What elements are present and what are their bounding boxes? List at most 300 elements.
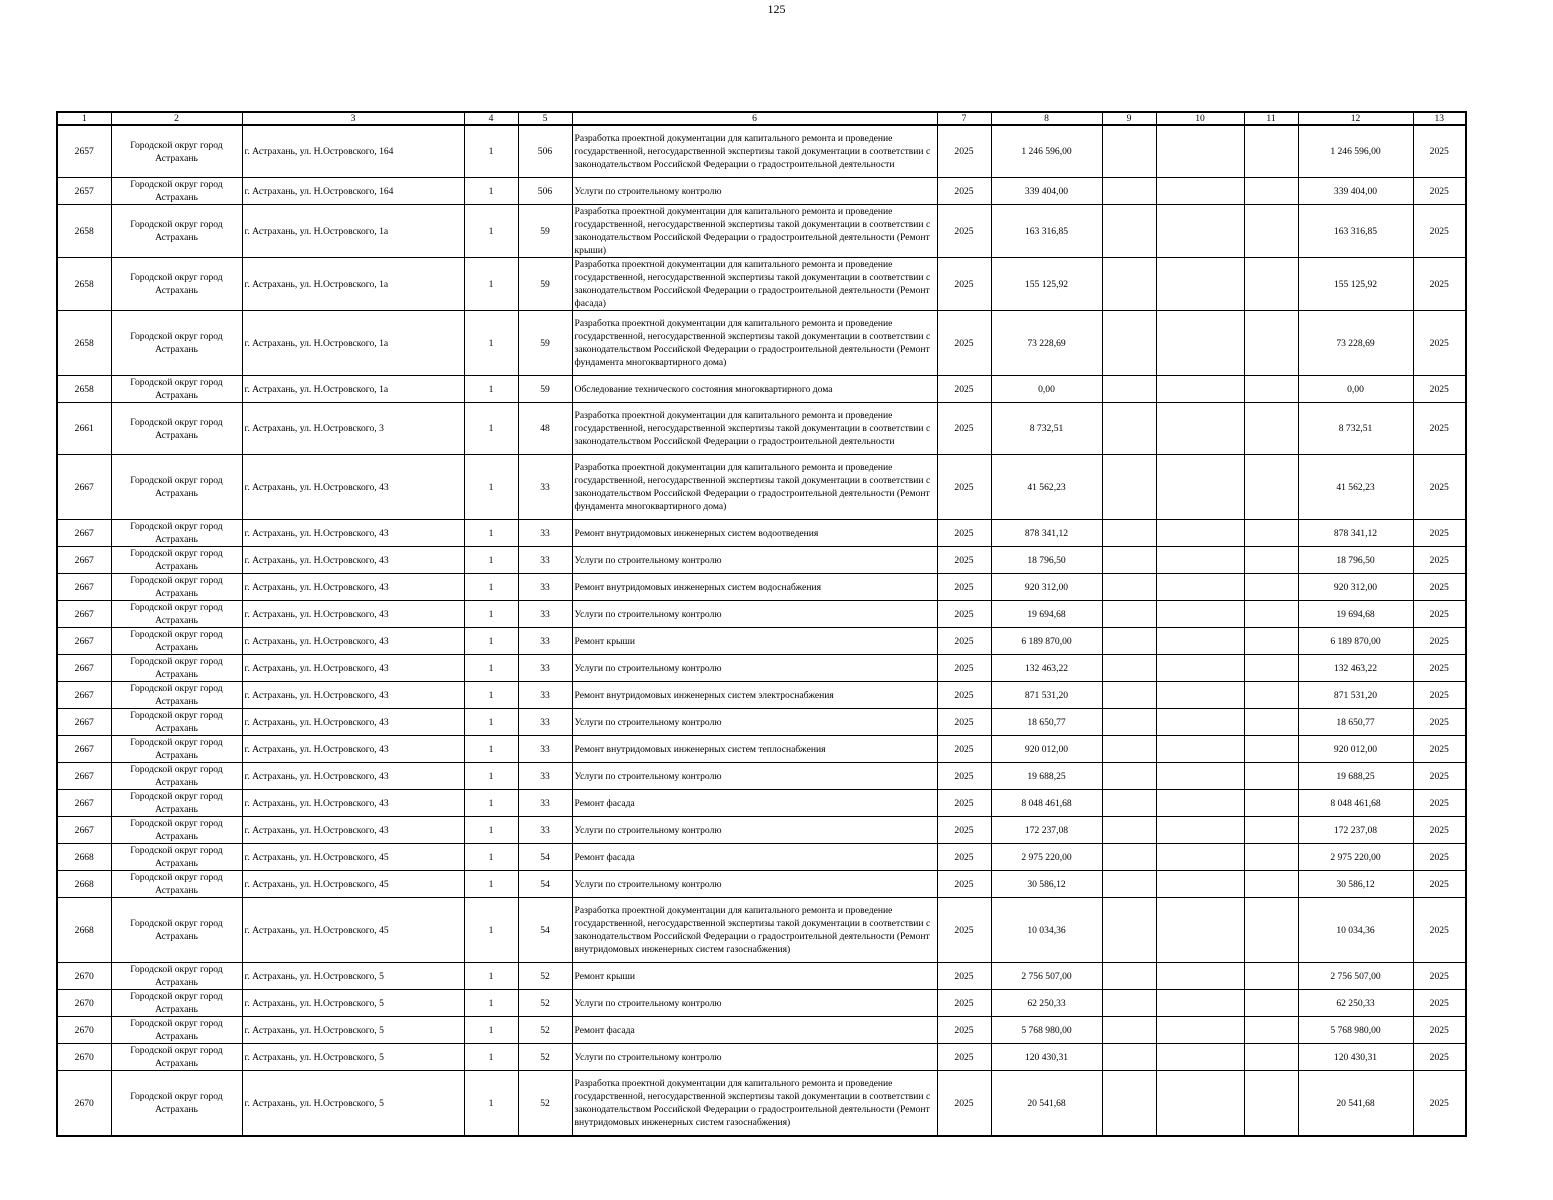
address: г. Астрахань, ул. Н.Островского, 5: [242, 990, 464, 1017]
address: г. Астрахань, ул. Н.Островского, 43: [242, 763, 464, 790]
completion-year: 2025: [1413, 311, 1466, 376]
col-5-value: 52: [518, 990, 572, 1017]
municipality: Городской округ город Астрахань: [111, 403, 242, 455]
column-header: 11: [1244, 112, 1298, 125]
col-10-value: [1156, 963, 1244, 990]
col-10-value: [1156, 844, 1244, 871]
col-11-value: [1244, 844, 1298, 871]
col-11-value: [1244, 709, 1298, 736]
col-9-value: [1102, 709, 1156, 736]
col-11-value: [1244, 655, 1298, 682]
amount: 73 228,69: [991, 311, 1102, 376]
address: г. Астрахань, ул. Н.Островского, 43: [242, 520, 464, 547]
table-row: [57, 1017, 1466, 1044]
address: г. Астрахань, ул. Н.Островского, 43: [242, 655, 464, 682]
amount: 18 796,50: [991, 547, 1102, 574]
col-11-value: [1244, 178, 1298, 205]
completion-year: 2025: [1413, 655, 1466, 682]
completion-year: 2025: [1413, 601, 1466, 628]
total-amount: 2 756 507,00: [1298, 963, 1413, 990]
completion-year: 2025: [1413, 205, 1466, 258]
col-10-value: [1156, 790, 1244, 817]
column-header: 3: [242, 112, 464, 125]
year: 2025: [937, 1044, 991, 1071]
completion-year: 2025: [1413, 990, 1466, 1017]
col-10-value: [1156, 1071, 1244, 1137]
municipality: Городской округ город Астрахань: [111, 178, 242, 205]
address: г. Астрахань, ул. Н.Островского, 43: [242, 574, 464, 601]
total-amount: 73 228,69: [1298, 311, 1413, 376]
table-row: [57, 990, 1466, 1017]
col-9-value: [1102, 125, 1156, 178]
completion-year: 2025: [1413, 763, 1466, 790]
amount: 62 250,33: [991, 990, 1102, 1017]
row-id: 2658: [57, 376, 111, 403]
completion-year: 2025: [1413, 898, 1466, 963]
municipality: Городской округ город Астрахань: [111, 763, 242, 790]
municipality: Городской округ город Астрахань: [111, 125, 242, 178]
year: 2025: [937, 125, 991, 178]
row-id: 2657: [57, 125, 111, 178]
row-id: 2670: [57, 990, 111, 1017]
col-10-value: [1156, 403, 1244, 455]
address: г. Астрахань, ул. Н.Островского, 45: [242, 898, 464, 963]
col-10-value: [1156, 736, 1244, 763]
row-id: 2667: [57, 628, 111, 655]
col-10-value: [1156, 574, 1244, 601]
municipality: Городской округ город Астрахань: [111, 963, 242, 990]
address: г. Астрахань, ул. Н.Островского, 1а: [242, 258, 464, 311]
year: 2025: [937, 1071, 991, 1137]
table-row: [57, 547, 1466, 574]
total-amount: 8 048 461,68: [1298, 790, 1413, 817]
row-id: 2667: [57, 574, 111, 601]
col-4-value: 1: [464, 311, 518, 376]
col-11-value: [1244, 601, 1298, 628]
total-amount: 120 430,31: [1298, 1044, 1413, 1071]
col-9-value: [1102, 682, 1156, 709]
col-9-value: [1102, 990, 1156, 1017]
municipality: Городской округ город Астрахань: [111, 455, 242, 520]
col-4-value: 1: [464, 963, 518, 990]
col-11-value: [1244, 547, 1298, 574]
col-9-value: [1102, 178, 1156, 205]
work-description: Услуги по строительному контролю: [572, 817, 937, 844]
address: г. Астрахань, ул. Н.Островского, 43: [242, 455, 464, 520]
year: 2025: [937, 455, 991, 520]
total-amount: 62 250,33: [1298, 990, 1413, 1017]
year: 2025: [937, 628, 991, 655]
column-header: 12: [1298, 112, 1413, 125]
col-11-value: [1244, 628, 1298, 655]
table-row: [57, 403, 1466, 455]
row-id: 2667: [57, 547, 111, 574]
col-5-value: 54: [518, 898, 572, 963]
col-5-value: 506: [518, 125, 572, 178]
amount: 18 650,77: [991, 709, 1102, 736]
col-4-value: 1: [464, 601, 518, 628]
col-4-value: 1: [464, 628, 518, 655]
column-header: 9: [1102, 112, 1156, 125]
column-header: 7: [937, 112, 991, 125]
municipality: Городской округ город Астрахань: [111, 871, 242, 898]
col-5-value: 33: [518, 655, 572, 682]
col-10-value: [1156, 178, 1244, 205]
col-4-value: 1: [464, 125, 518, 178]
work-description: Ремонт фасада: [572, 1017, 937, 1044]
municipality: Городской округ город Астрахань: [111, 682, 242, 709]
col-11-value: [1244, 125, 1298, 178]
work-description: Ремонт внутридомовых инженерных систем электроснабжения: [572, 682, 937, 709]
year: 2025: [937, 205, 991, 258]
total-amount: 920 312,00: [1298, 574, 1413, 601]
completion-year: 2025: [1413, 682, 1466, 709]
amount: 8 732,51: [991, 403, 1102, 455]
work-description: Услуги по строительному контролю: [572, 601, 937, 628]
year: 2025: [937, 1017, 991, 1044]
municipality: Городской округ город Астрахань: [111, 628, 242, 655]
row-id: 2661: [57, 403, 111, 455]
col-4-value: 1: [464, 682, 518, 709]
total-amount: 10 034,36: [1298, 898, 1413, 963]
col-10-value: [1156, 817, 1244, 844]
col-9-value: [1102, 817, 1156, 844]
col-9-value: [1102, 258, 1156, 311]
col-5-value: 33: [518, 547, 572, 574]
capital-repair-table: [56, 111, 1467, 1137]
table-row: [57, 574, 1466, 601]
amount: 8 048 461,68: [991, 790, 1102, 817]
amount: 132 463,22: [991, 655, 1102, 682]
amount: 0,00: [991, 376, 1102, 403]
work-description: Услуги по строительному контролю: [572, 1044, 937, 1071]
col-11-value: [1244, 1071, 1298, 1137]
col-11-value: [1244, 258, 1298, 311]
row-id: 2667: [57, 655, 111, 682]
completion-year: 2025: [1413, 547, 1466, 574]
col-9-value: [1102, 844, 1156, 871]
row-id: 2670: [57, 1071, 111, 1137]
column-header: 8: [991, 112, 1102, 125]
col-10-value: [1156, 871, 1244, 898]
col-9-value: [1102, 455, 1156, 520]
address: г. Астрахань, ул. Н.Островского, 1а: [242, 205, 464, 258]
table-row: [57, 763, 1466, 790]
table-row: [57, 790, 1466, 817]
table-row: [57, 871, 1466, 898]
col-10-value: [1156, 1044, 1244, 1071]
municipality: Городской округ город Астрахань: [111, 709, 242, 736]
row-id: 2667: [57, 601, 111, 628]
completion-year: 2025: [1413, 1071, 1466, 1137]
address: г. Астрахань, ул. Н.Островского, 3: [242, 403, 464, 455]
completion-year: 2025: [1413, 1044, 1466, 1071]
total-amount: 41 562,23: [1298, 455, 1413, 520]
amount: 920 012,00: [991, 736, 1102, 763]
work-description: Услуги по строительному контролю: [572, 990, 937, 1017]
address: г. Астрахань, ул. Н.Островского, 43: [242, 709, 464, 736]
amount: 30 586,12: [991, 871, 1102, 898]
column-header: 13: [1413, 112, 1466, 125]
year: 2025: [937, 376, 991, 403]
completion-year: 2025: [1413, 376, 1466, 403]
col-9-value: [1102, 898, 1156, 963]
total-amount: 2 975 220,00: [1298, 844, 1413, 871]
table-row: [57, 1044, 1466, 1071]
amount: 20 541,68: [991, 1071, 1102, 1137]
col-10-value: [1156, 709, 1244, 736]
col-11-value: [1244, 990, 1298, 1017]
col-5-value: 506: [518, 178, 572, 205]
year: 2025: [937, 990, 991, 1017]
col-10-value: [1156, 1017, 1244, 1044]
table-row: [57, 817, 1466, 844]
row-id: 2667: [57, 455, 111, 520]
work-description: Ремонт крыши: [572, 963, 937, 990]
column-header: 10: [1156, 112, 1244, 125]
completion-year: 2025: [1413, 574, 1466, 601]
col-4-value: 1: [464, 990, 518, 1017]
amount: 920 312,00: [991, 574, 1102, 601]
col-9-value: [1102, 790, 1156, 817]
col-10-value: [1156, 125, 1244, 178]
col-9-value: [1102, 1017, 1156, 1044]
municipality: Городской округ город Астрахань: [111, 311, 242, 376]
col-11-value: [1244, 817, 1298, 844]
address: г. Астрахань, ул. Н.Островского, 43: [242, 601, 464, 628]
year: 2025: [937, 817, 991, 844]
col-10-value: [1156, 520, 1244, 547]
amount: 878 341,12: [991, 520, 1102, 547]
table-row: [57, 898, 1466, 963]
col-5-value: 54: [518, 844, 572, 871]
col-11-value: [1244, 682, 1298, 709]
col-5-value: 33: [518, 574, 572, 601]
total-amount: 0,00: [1298, 376, 1413, 403]
year: 2025: [937, 736, 991, 763]
amount: 19 688,25: [991, 763, 1102, 790]
address: г. Астрахань, ул. Н.Островского, 5: [242, 1071, 464, 1137]
col-9-value: [1102, 601, 1156, 628]
col-9-value: [1102, 763, 1156, 790]
table-body: [57, 125, 1466, 1136]
col-9-value: [1102, 963, 1156, 990]
col-9-value: [1102, 311, 1156, 376]
total-amount: 19 694,68: [1298, 601, 1413, 628]
municipality: Городской округ город Астрахань: [111, 574, 242, 601]
year: 2025: [937, 682, 991, 709]
table-row: [57, 455, 1466, 520]
col-4-value: 1: [464, 178, 518, 205]
col-11-value: [1244, 736, 1298, 763]
year: 2025: [937, 258, 991, 311]
col-9-value: [1102, 736, 1156, 763]
col-5-value: 33: [518, 682, 572, 709]
address: г. Астрахань, ул. Н.Островского, 43: [242, 790, 464, 817]
col-10-value: [1156, 601, 1244, 628]
col-5-value: 52: [518, 1017, 572, 1044]
address: г. Астрахань, ул. Н.Островского, 1а: [242, 376, 464, 403]
year: 2025: [937, 763, 991, 790]
col-4-value: 1: [464, 817, 518, 844]
work-description: Ремонт фасада: [572, 790, 937, 817]
municipality: Городской округ город Астрахань: [111, 205, 242, 258]
col-11-value: [1244, 376, 1298, 403]
total-amount: 1 246 596,00: [1298, 125, 1413, 178]
completion-year: 2025: [1413, 790, 1466, 817]
col-4-value: 1: [464, 655, 518, 682]
municipality: Городской округ город Астрахань: [111, 817, 242, 844]
row-id: 2667: [57, 790, 111, 817]
row-id: 2670: [57, 963, 111, 990]
total-amount: 155 125,92: [1298, 258, 1413, 311]
col-10-value: [1156, 376, 1244, 403]
col-10-value: [1156, 547, 1244, 574]
municipality: Городской округ город Астрахань: [111, 601, 242, 628]
work-description: Разработка проектной документации для капитального ремонта и проведение государственной, негосударственной экспертизы такой документации в соответствии с законодательством Российской Федерации о градостроительной деятельности (Ремонт фасада): [572, 258, 937, 311]
municipality: Городской округ город Астрахань: [111, 844, 242, 871]
amount: 19 694,68: [991, 601, 1102, 628]
col-4-value: 1: [464, 574, 518, 601]
col-4-value: 1: [464, 455, 518, 520]
total-amount: 339 404,00: [1298, 178, 1413, 205]
col-5-value: 33: [518, 709, 572, 736]
col-4-value: 1: [464, 1044, 518, 1071]
address: г. Астрахань, ул. Н.Островского, 5: [242, 1044, 464, 1071]
col-11-value: [1244, 963, 1298, 990]
work-description: Ремонт фасада: [572, 844, 937, 871]
year: 2025: [937, 178, 991, 205]
completion-year: 2025: [1413, 178, 1466, 205]
col-11-value: [1244, 455, 1298, 520]
col-10-value: [1156, 763, 1244, 790]
address: г. Астрахань, ул. Н.Островского, 45: [242, 871, 464, 898]
col-10-value: [1156, 455, 1244, 520]
col-9-value: [1102, 1071, 1156, 1137]
completion-year: 2025: [1413, 455, 1466, 520]
row-id: 2668: [57, 898, 111, 963]
amount: 2 756 507,00: [991, 963, 1102, 990]
work-description: Разработка проектной документации для капитального ремонта и проведение государственной, негосударственной экспертизы такой документации в соответствии с законодательством Российской Федерации о градостроительной деятельности: [572, 403, 937, 455]
work-description: Ремонт внутридомовых инженерных систем теплоснабжения: [572, 736, 937, 763]
col-5-value: 52: [518, 963, 572, 990]
amount: 41 562,23: [991, 455, 1102, 520]
col-9-value: [1102, 655, 1156, 682]
address: г. Астрахань, ул. Н.Островского, 43: [242, 817, 464, 844]
completion-year: 2025: [1413, 1017, 1466, 1044]
total-amount: 920 012,00: [1298, 736, 1413, 763]
work-description: Ремонт внутридомовых инженерных систем водоснабжения: [572, 574, 937, 601]
work-description: Обследование технического состояния многоквартирного дома: [572, 376, 937, 403]
col-9-value: [1102, 520, 1156, 547]
column-header: 2: [111, 112, 242, 125]
col-4-value: 1: [464, 709, 518, 736]
completion-year: 2025: [1413, 871, 1466, 898]
col-5-value: 59: [518, 376, 572, 403]
address: г. Астрахань, ул. Н.Островского, 43: [242, 736, 464, 763]
total-amount: 18 650,77: [1298, 709, 1413, 736]
year: 2025: [937, 963, 991, 990]
table-row: [57, 628, 1466, 655]
col-4-value: 1: [464, 736, 518, 763]
amount: 155 125,92: [991, 258, 1102, 311]
col-4-value: 1: [464, 898, 518, 963]
row-id: 2667: [57, 682, 111, 709]
year: 2025: [937, 655, 991, 682]
table-row: [57, 205, 1466, 258]
col-5-value: 48: [518, 403, 572, 455]
col-9-value: [1102, 376, 1156, 403]
total-amount: 6 189 870,00: [1298, 628, 1413, 655]
col-5-value: 33: [518, 455, 572, 520]
completion-year: 2025: [1413, 520, 1466, 547]
col-4-value: 1: [464, 376, 518, 403]
completion-year: 2025: [1413, 817, 1466, 844]
year: 2025: [937, 898, 991, 963]
table-row: [57, 844, 1466, 871]
row-id: 2667: [57, 520, 111, 547]
col-4-value: 1: [464, 403, 518, 455]
work-description: Ремонт внутридомовых инженерных систем водоотведения: [572, 520, 937, 547]
col-5-value: 59: [518, 311, 572, 376]
row-id: 2668: [57, 844, 111, 871]
completion-year: 2025: [1413, 736, 1466, 763]
page-number: 125: [767, 2, 786, 16]
col-5-value: 33: [518, 601, 572, 628]
total-amount: 30 586,12: [1298, 871, 1413, 898]
col-11-value: [1244, 1044, 1298, 1071]
work-description: Услуги по строительному контролю: [572, 763, 937, 790]
municipality: Городской округ город Астрахань: [111, 1017, 242, 1044]
col-4-value: 1: [464, 205, 518, 258]
col-11-value: [1244, 311, 1298, 376]
col-11-value: [1244, 574, 1298, 601]
address: г. Астрахань, ул. Н.Островского, 164: [242, 178, 464, 205]
work-description: Ремонт крыши: [572, 628, 937, 655]
row-id: 2667: [57, 736, 111, 763]
address: г. Астрахань, ул. Н.Островского, 43: [242, 628, 464, 655]
table-row: [57, 655, 1466, 682]
year: 2025: [937, 871, 991, 898]
amount: 1 246 596,00: [991, 125, 1102, 178]
amount: 163 316,85: [991, 205, 1102, 258]
col-5-value: 52: [518, 1071, 572, 1137]
col-10-value: [1156, 682, 1244, 709]
amount: 871 531,20: [991, 682, 1102, 709]
row-id: 2670: [57, 1017, 111, 1044]
total-amount: 871 531,20: [1298, 682, 1413, 709]
col-11-value: [1244, 871, 1298, 898]
municipality: Городской округ город Астрахань: [111, 655, 242, 682]
municipality: Городской округ город Астрахань: [111, 990, 242, 1017]
col-11-value: [1244, 763, 1298, 790]
col-11-value: [1244, 1017, 1298, 1044]
col-10-value: [1156, 311, 1244, 376]
col-4-value: 1: [464, 790, 518, 817]
col-5-value: 33: [518, 817, 572, 844]
column-header: 4: [464, 112, 518, 125]
completion-year: 2025: [1413, 709, 1466, 736]
completion-year: 2025: [1413, 125, 1466, 178]
address: г. Астрахань, ул. Н.Островского, 5: [242, 1017, 464, 1044]
work-description: Услуги по строительному контролю: [572, 547, 937, 574]
col-9-value: [1102, 871, 1156, 898]
total-amount: 163 316,85: [1298, 205, 1413, 258]
col-9-value: [1102, 628, 1156, 655]
total-amount: 5 768 980,00: [1298, 1017, 1413, 1044]
work-description: Услуги по строительному контролю: [572, 709, 937, 736]
col-5-value: 54: [518, 871, 572, 898]
